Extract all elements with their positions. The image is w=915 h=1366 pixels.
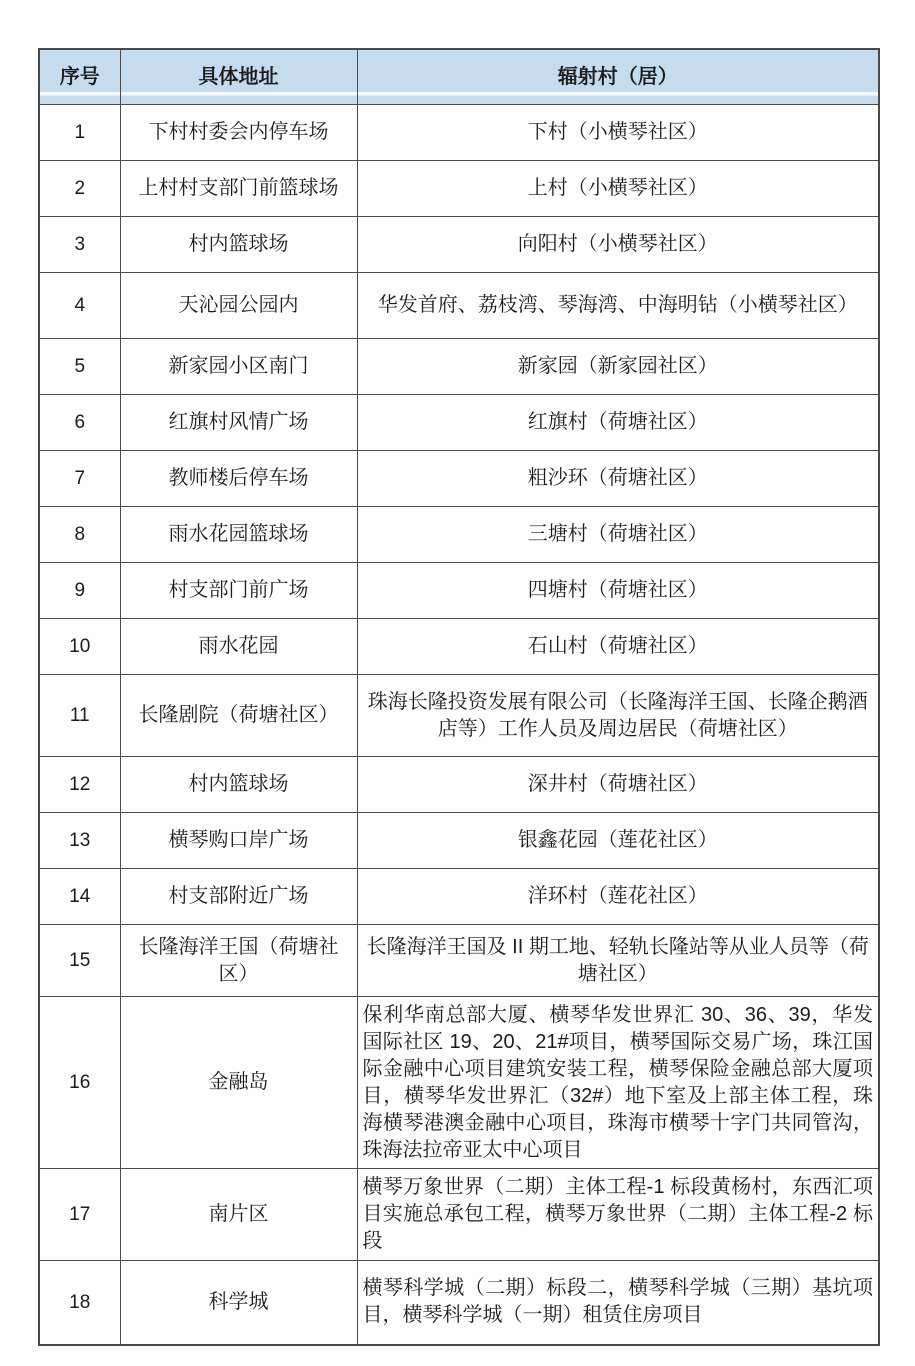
cell-serial: 2	[39, 161, 120, 217]
cell-address: 雨水花园	[120, 619, 357, 675]
table-row	[39, 1169, 879, 1261]
cell-address: 科学城	[120, 1261, 357, 1345]
cell-serial: 14	[39, 869, 120, 925]
cell-villages: 银鑫花园（莲花社区）	[357, 813, 879, 869]
cell-address: 长隆剧院（荷塘社区）	[120, 675, 357, 757]
table-row	[39, 339, 879, 395]
cell-address: 金融岛	[120, 997, 357, 1169]
cell-address: 村内篮球场	[120, 757, 357, 813]
cell-villages: 四塘村（荷塘社区）	[357, 563, 879, 619]
cell-address: 上村村支部门前篮球场	[120, 161, 357, 217]
cell-villages: 深井村（荷塘社区）	[357, 757, 879, 813]
cell-villages: 粗沙环（荷塘社区）	[357, 451, 879, 507]
cell-villages: 长隆海洋王国及 II 期工地、轻轨长隆站等从业人员等（荷塘社区）	[357, 925, 879, 997]
cell-serial: 16	[39, 997, 120, 1169]
table-row	[39, 217, 879, 273]
table-row	[39, 161, 879, 217]
cell-serial: 5	[39, 339, 120, 395]
cell-address: 南片区	[120, 1169, 357, 1261]
table-row	[39, 451, 879, 507]
cell-serial: 4	[39, 273, 120, 339]
cell-address: 雨水花园篮球场	[120, 507, 357, 563]
cell-address: 长隆海洋王国（荷塘社区）	[120, 925, 357, 997]
table-row	[39, 105, 879, 161]
cell-villages: 下村（小横琴社区）	[357, 105, 879, 161]
cell-villages: 三塘村（荷塘社区）	[357, 507, 879, 563]
column-header-address: 具体地址	[120, 49, 357, 105]
table-row	[39, 273, 879, 339]
cell-serial: 8	[39, 507, 120, 563]
cell-villages: 红旗村（荷塘社区）	[357, 395, 879, 451]
cell-serial: 18	[39, 1261, 120, 1345]
table-row	[39, 869, 879, 925]
cell-address: 下村村委会内停车场	[120, 105, 357, 161]
radiation-village-table	[38, 48, 880, 1346]
table-row	[39, 813, 879, 869]
cell-serial: 15	[39, 925, 120, 997]
cell-serial: 1	[39, 105, 120, 161]
column-header-serial: 序号	[39, 49, 120, 105]
table-row	[39, 563, 879, 619]
cell-serial: 11	[39, 675, 120, 757]
cell-villages: 上村（小横琴社区）	[357, 161, 879, 217]
cell-serial: 9	[39, 563, 120, 619]
column-header-villages: 辐射村（居）	[357, 49, 879, 105]
cell-serial: 6	[39, 395, 120, 451]
cell-villages: 新家园（新家园社区）	[357, 339, 879, 395]
cell-villages: 向阳村（小横琴社区）	[357, 217, 879, 273]
cell-villages: 洋环村（莲花社区）	[357, 869, 879, 925]
table-body	[39, 105, 879, 1345]
table-row	[39, 925, 879, 997]
table-row	[39, 395, 879, 451]
cell-serial: 7	[39, 451, 120, 507]
cell-address: 红旗村风情广场	[120, 395, 357, 451]
cell-address: 天沁园公园内	[120, 273, 357, 339]
header-row	[39, 49, 879, 105]
table-row	[39, 619, 879, 675]
cell-villages: 石山村（荷塘社区）	[357, 619, 879, 675]
cell-villages: 保利华南总部大厦、横琴华发世界汇 30、36、39，华发国际社区 19、20、21#项目，横琴国际交易广场，珠江国际金融中心项目建筑安装工程，横琴保险金融总部大厦项目，横琴华发世界汇（32#）地下室及上部主体工程，珠海横琴港澳金融中心项目，珠海市横琴十字门共同管沟，珠海法拉帝亚太中心项目	[357, 997, 879, 1169]
cell-serial: 3	[39, 217, 120, 273]
table-row	[39, 1261, 879, 1345]
table-row	[39, 675, 879, 757]
cell-address: 横琴购口岸广场	[120, 813, 357, 869]
cell-address: 教师楼后停车场	[120, 451, 357, 507]
cell-address: 村支部附近广场	[120, 869, 357, 925]
table-row	[39, 507, 879, 563]
cell-address: 新家园小区南门	[120, 339, 357, 395]
cell-serial: 17	[39, 1169, 120, 1261]
cell-villages: 横琴万象世界（二期）主体工程-1 标段黄杨村，东西汇项目实施总承包工程，横琴万象世界（二期）主体工程-2 标段	[357, 1169, 879, 1261]
table-row	[39, 997, 879, 1169]
cell-address: 村支部门前广场	[120, 563, 357, 619]
cell-serial: 12	[39, 757, 120, 813]
cell-serial: 10	[39, 619, 120, 675]
table-row	[39, 757, 879, 813]
cell-villages: 华发首府、荔枝湾、琴海湾、中海明钻（小横琴社区）	[357, 273, 879, 339]
cell-villages: 横琴科学城（二期）标段二，横琴科学城（三期）基坑项目，横琴科学城（一期）租赁住房项目	[357, 1261, 879, 1345]
cell-serial: 13	[39, 813, 120, 869]
cell-villages: 珠海长隆投资发展有限公司（长隆海洋王国、长隆企鹅酒店等）工作人员及周边居民（荷塘社区）	[357, 675, 879, 757]
cell-address: 村内篮球场	[120, 217, 357, 273]
